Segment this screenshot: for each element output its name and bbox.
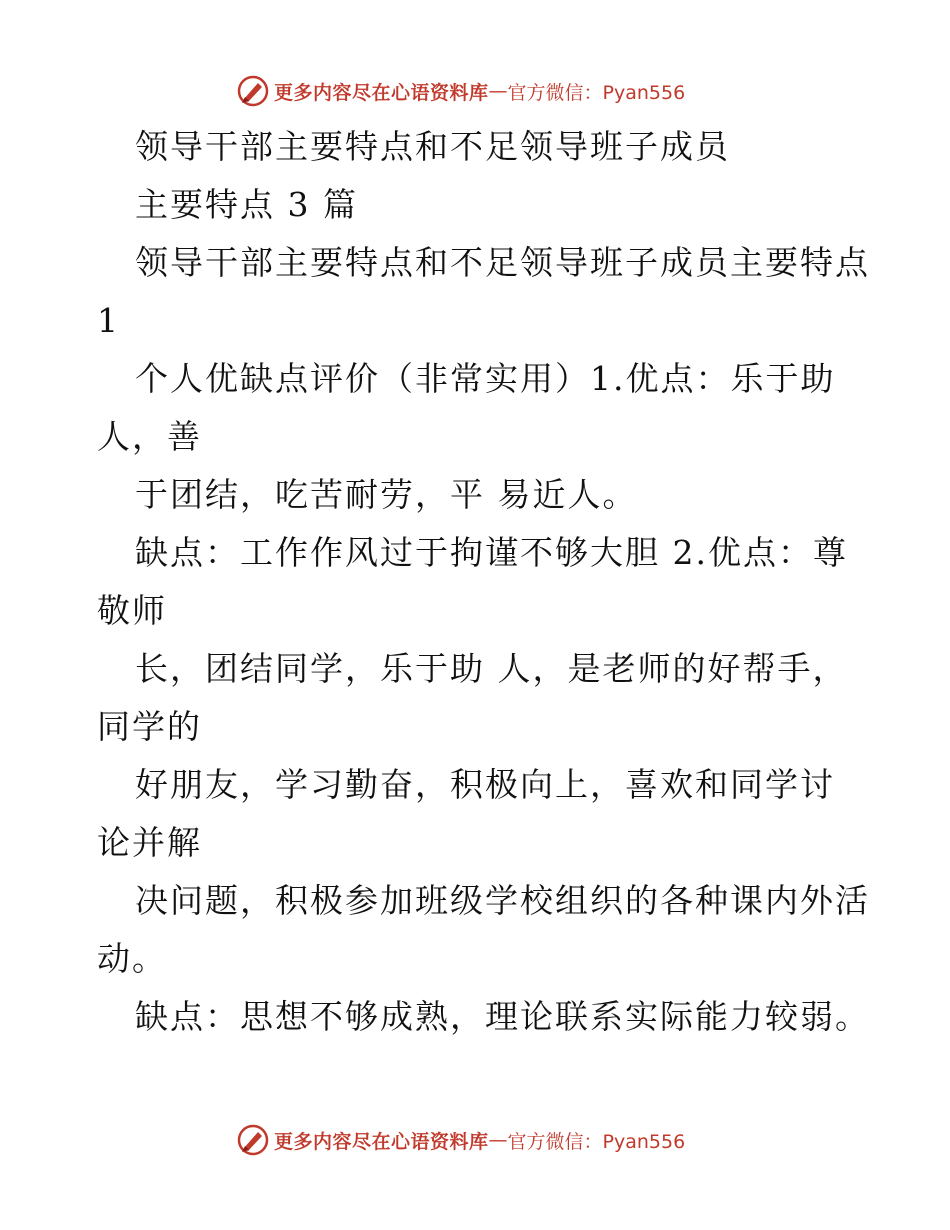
banner-brand-text: 更多内容尽在心语资料库	[274, 1130, 489, 1153]
banner-wechat-text: 官方微信：Pyan556	[507, 81, 686, 104]
doc-line-6: 人，善	[97, 417, 202, 456]
doc-line-7: 于团结，吃苦耐劳，平 易近人。	[135, 475, 638, 514]
doc-line-1: 领导干部主要特点和不足领导班子成员	[135, 127, 730, 166]
doc-line-8: 缺点：工作作风过于拘谨不够大胆 2.优点：尊	[135, 533, 848, 572]
doc-line-13: 论并解	[97, 823, 202, 862]
banner-brand-text: 更多内容尽在心语资料库	[274, 81, 489, 104]
doc-line-16: 缺点：思想不够成熟，理论联系实际能力较弱。	[135, 997, 870, 1036]
doc-line-15: 动。	[97, 939, 167, 978]
pen-logo-icon	[236, 74, 270, 108]
doc-line-14: 决问题，积极参加班级学校组织的各种课内外活	[135, 881, 870, 920]
pen-logo-icon	[236, 1123, 270, 1157]
doc-line-3: 领导干部主要特点和不足领导班子成员主要特点	[135, 243, 870, 282]
doc-line-4: 1	[97, 301, 120, 340]
doc-line-2: 主要特点 3 篇	[135, 185, 358, 224]
doc-line-11: 同学的	[97, 707, 202, 746]
doc-line-9: 敬师	[97, 591, 167, 630]
footer-banner	[236, 1122, 716, 1158]
banner-wechat-text: 官方微信：Pyan556	[507, 1130, 686, 1153]
doc-line-10: 长，团结同学，乐于助 人，是老师的好帮手，	[135, 649, 848, 688]
document-body	[97, 118, 870, 1046]
doc-line-5: 个人优缺点评价（非常实用）1.优点：乐于助	[135, 359, 836, 398]
banner-separator: —	[488, 80, 508, 102]
header-banner	[236, 73, 716, 109]
doc-line-12: 好朋友，学习勤奋，积极向上，喜欢和同学讨	[135, 765, 835, 804]
banner-separator: —	[488, 1129, 508, 1151]
